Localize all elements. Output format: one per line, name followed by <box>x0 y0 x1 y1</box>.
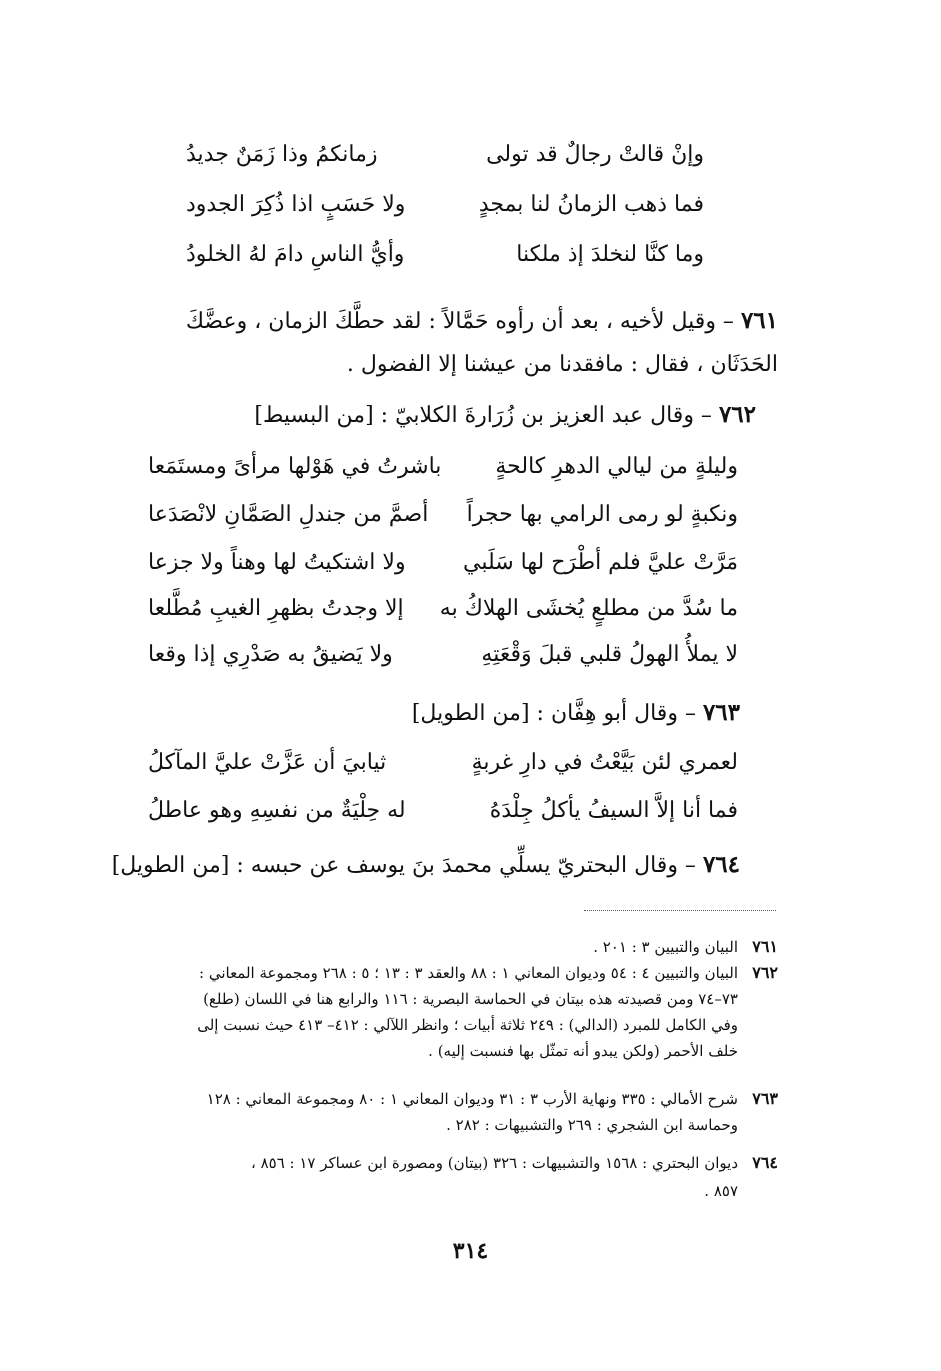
entry-number: ٧٦٤ <box>702 851 740 878</box>
footnote-text: ديوان البحتري : ١٥٦٨ والتشبيهات : ٣٢٦ (بيتان) ومصورة ابن عساكر ١٧ : ٨٥٦ ، <box>250 1154 738 1172</box>
entry-number: ٧٦٢ <box>718 401 756 428</box>
verse-second-hemistich: وأيُّ الناسِ دامَ لهُ الخلودُ <box>186 242 405 267</box>
meter-label: [من الطويل] <box>411 701 530 726</box>
verse-couplet <box>148 796 738 826</box>
entry-762-heading <box>254 400 756 431</box>
footnote-762-continuation <box>197 1014 738 1036</box>
entry-number: ٧٦٣ <box>702 699 740 726</box>
footnote-761 <box>593 936 778 958</box>
verse-first-hemistich: وإنْ قالتْ رجالٌ قد تولى <box>486 142 704 167</box>
verse-couplet <box>148 452 738 482</box>
footnote-number: ٧٦٢ <box>752 963 778 982</box>
footnote-762-continuation <box>203 988 738 1010</box>
verse-couplet <box>148 748 738 778</box>
verse-second-hemistich: زمانكمُ وذا زَمَنٌ جديدُ <box>186 142 378 167</box>
footnote-text: وحماسة ابن الشجري : ٢٦٩ والتشبيهات : ٢٨٢ . <box>446 1116 738 1134</box>
verse-couplet <box>186 140 704 170</box>
verse-second-hemistich: أصمَّ من جندلِ الصَمَّانِ لانْصَدَعا <box>148 502 429 527</box>
entry-text: – وقال عبد العزيز بن زُرَارةَ الكلابيّ : <box>373 403 719 428</box>
verse-first-hemistich: وما كنَّا لنخلدَ إذ ملكنا <box>516 242 704 267</box>
verse-couplet <box>186 190 704 220</box>
entry-761-line-2 <box>347 350 778 380</box>
verse-first-hemistich: فما ذهب الزمانُ لنا بمجدٍ <box>478 192 704 217</box>
verse-first-hemistich: ونكبةٍ لو رمى الرامي بها حجراً <box>466 502 738 527</box>
verse-first-hemistich: وليلةٍ من ليالي الدهرِ كالحةٍ <box>495 454 738 479</box>
footnote-text: البيان والتبيين ٣ : ٢٠١ . <box>593 938 738 956</box>
meter-label: [من الطويل] <box>111 853 230 878</box>
footnote-764 <box>251 1152 778 1174</box>
verse-second-hemistich: ثيابيَ أن عَزَّتْ عليَّ المآكلُ <box>148 750 387 775</box>
verse-second-hemistich: ولا يَضيقُ به صَدْرِي إذا وقعا <box>148 642 393 667</box>
footnote-text: شرح الأمالي : ٣٣٥ ونهاية الأرب ٣ : ٣١ وديوان المعاني ١ : ٨٠ ومجموعة المعاني : ١٢٨ <box>206 1090 738 1108</box>
verse-first-hemistich: ما سُدَّ من مطلعٍ يُخشَى الهلاكُ به <box>439 596 738 621</box>
entry-text: – وقيل لأخيه ، بعد أن رأوه حَمَّالاً : لقد حطَّكَ الزمان ، وعضَّكَ <box>185 309 741 334</box>
verse-second-hemistich: له حِلْيَةٌ من نفسِهِ وهو عاطلُ <box>148 798 406 823</box>
verse-couplet <box>148 640 738 670</box>
entry-text: – وقال البحتريّ يسلِّي محمدَ بنَ يوسف عن حبسه : <box>229 853 703 878</box>
page-number: ٣١٤ <box>452 1238 489 1264</box>
footnote-number: ٧٦٣ <box>752 1089 778 1108</box>
meter-label: [من البسيط] <box>254 403 374 428</box>
verse-second-hemistich: ولا اشتكيتُ لها وهناً ولا جزعا <box>148 550 406 575</box>
verse-second-hemistich: باشرتُ في هَوْلها مرأىً ومستَمَعا <box>148 454 442 479</box>
entry-text: الحَدَثَان ، فقال : مافقدنا من عيشنا إلا الفضول . <box>346 352 778 377</box>
footnote-text: وفي الكامل للمبرد (الدالي) : ٢٤٩ ثلاثة أبيات ؛ وانظر اللآلي : ٤١٢– ٤١٣ حيث نسبت إلى <box>197 1016 738 1034</box>
entry-763-heading <box>412 698 740 729</box>
verse-second-hemistich: إلا وجدتُ بظهرِ الغيبِ مُطَّلعا <box>148 596 404 621</box>
footnote-762-continuation <box>428 1040 738 1062</box>
entry-764-heading <box>112 850 740 881</box>
entry-761-line-1 <box>186 306 778 337</box>
verse-couplet <box>148 548 738 578</box>
verse-second-hemistich: ولا حَسَبٍ اذا ذُكِرَ الجدود <box>186 192 406 217</box>
verse-first-hemistich: لا يملأُ الهولُ قلبي قبلَ وَقْعَتِهِ <box>481 642 738 667</box>
footnote-763 <box>207 1088 778 1110</box>
footnote-763-continuation <box>446 1114 738 1136</box>
entry-text: – وقال أبو هِفَّان : <box>529 701 703 726</box>
footnote-text: خلف الأحمر (ولكن يبدو أنه تمثّل بها فنسبت إليه) . <box>428 1042 738 1060</box>
footnote-number: ٧٦٤ <box>752 1153 778 1172</box>
verse-couplet <box>148 594 738 624</box>
footnote-text: ٨٥٧ . <box>704 1182 738 1200</box>
verse-first-hemistich: لعمري لئن بَيَّعْتُ في دارِ غربةٍ <box>471 750 738 775</box>
verse-first-hemistich: فما أنا إلاَّ السيفُ يأكلُ جِلْدَهُ <box>489 798 738 823</box>
verse-couplet <box>148 500 738 530</box>
footnote-text: ٧٣–٧٤ ومن قصيدته هذه بيتان في الحماسة البصرية : ١١٦ والرابع هنا في اللسان (طلع) <box>203 990 738 1008</box>
footnote-separator <box>584 910 776 911</box>
footnote-762 <box>199 962 778 984</box>
footnote-764-continuation <box>704 1180 738 1202</box>
entry-number: ٧٦١ <box>740 307 778 334</box>
footnote-text: البيان والتبيين ٤ : ٥٤ وديوان المعاني ١ : ٨٨ والعقد ٣ : ١٣ ؛ ٥ : ٢٦٨ ومجموعة المعاني : <box>199 964 738 982</box>
verse-couplet <box>186 240 704 270</box>
footnote-number: ٧٦١ <box>752 937 778 956</box>
verse-first-hemistich: مَرَّتْ عليَّ فلم أطْرَح لها سَلَبي <box>463 550 738 575</box>
